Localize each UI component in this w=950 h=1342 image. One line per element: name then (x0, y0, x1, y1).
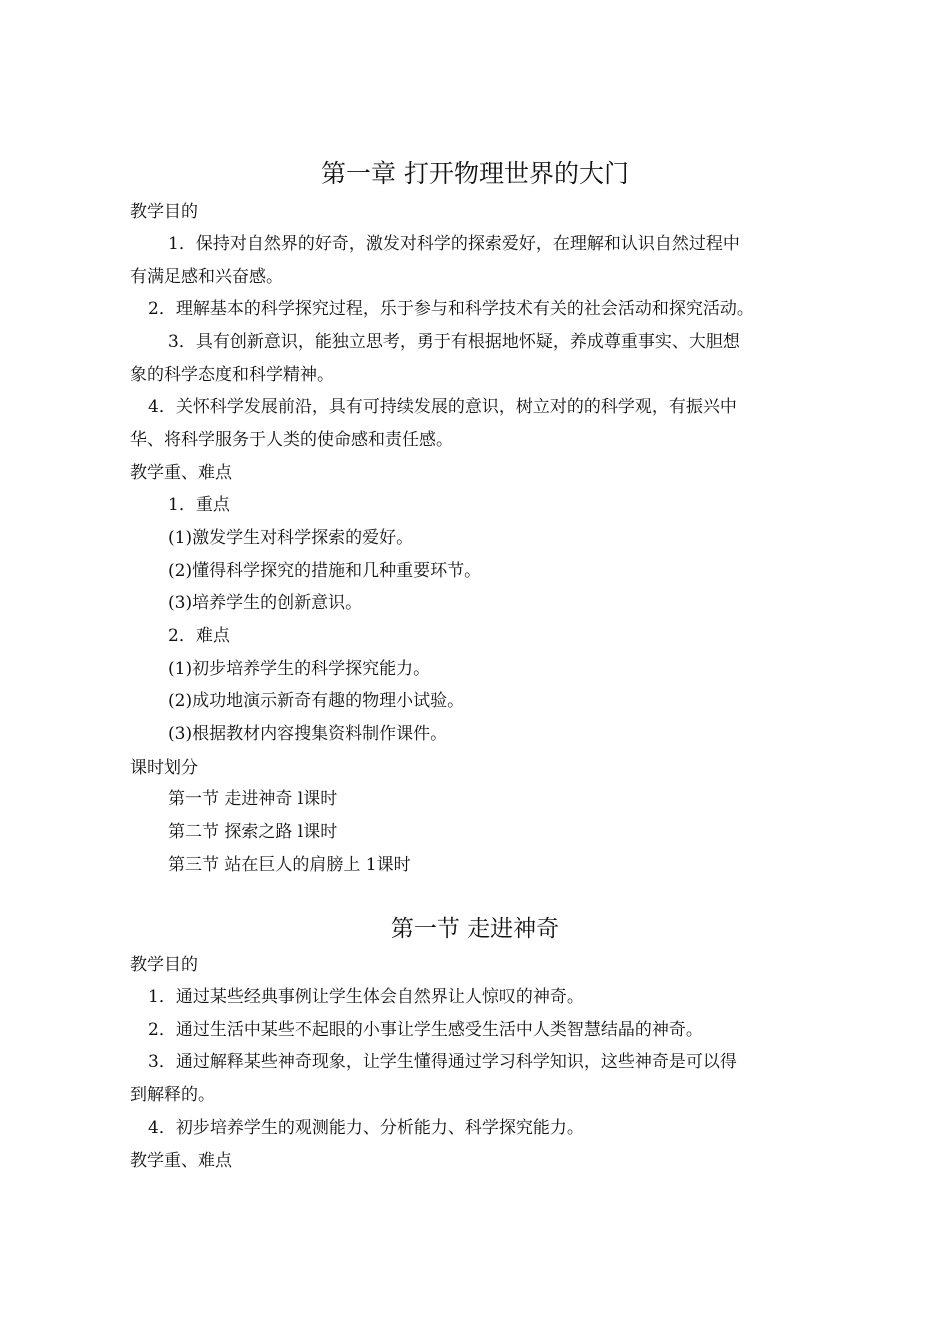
section-goal-2: 2．通过生活中某些不起眼的小事让学生感受生活中人类智慧结晶的神奇。 (148, 1020, 703, 1040)
key-point-2: (2)懂得科学探究的措施和几种重要环节。 (168, 561, 482, 581)
section-goal-3-line-2: 到解释的。 (130, 1085, 215, 1105)
difficult-point-1: (1)初步培养学生的科学探究能力。 (168, 659, 431, 679)
section-goal-1: 1．通过某些经典事例让学生体会自然界让人惊叹的神奇。 (148, 987, 584, 1007)
schedule-item-1: 第一节 走进神奇 l课时 (168, 789, 338, 809)
chapter-goals-heading: 教学目的 (130, 202, 198, 222)
difficult-point-3: (3)根据教材内容搜集资料制作课件。 (168, 724, 448, 744)
chapter-goal-1-line-1: 1．保持对自然界的好奇，激发对科学的探索爱好，在理解和认识自然过程中 (168, 234, 740, 254)
chapter-goal-4-line-1: 4．关怀科学发展前沿，具有可持续发展的意识，树立对的的科学观，有振兴中 (148, 397, 737, 417)
schedule-item-2: 第二节 探索之路 l课时 (168, 822, 338, 842)
chapter-goal-4-line-2: 华、将科学服务于人类的使命感和责任感。 (130, 430, 453, 450)
schedule-item-3: 第三节 站在巨人的肩膀上 1课时 (168, 855, 411, 875)
chapter-goal-2: 2．理解基本的科学探究过程，乐于参与和科学技术有关的社会活动和探究活动。 (148, 299, 754, 319)
chapter-goal-3-line-1: 3．具有创新意识，能独立思考，勇于有根据地怀疑，养成尊重事实、大胆想 (168, 332, 740, 352)
schedule-heading: 课时划分 (130, 758, 198, 778)
section-title: 第一节 走进神奇 (390, 916, 560, 942)
key-points-heading: 1．重点 (168, 495, 230, 515)
key-point-3: (3)培养学生的创新意识。 (168, 593, 363, 613)
key-point-1: (1)激发学生对科学探索的爱好。 (168, 528, 414, 548)
section-goal-3-line-1: 3．通过解释某些神奇现象，让学生懂得通过学习科学知识，这些神奇是可以得 (148, 1052, 737, 1072)
section-goal-4: 4．初步培养学生的观测能力、分析能力、科学探究能力。 (148, 1118, 584, 1138)
chapter-goal-3-line-2: 象的科学态度和科学精神。 (130, 365, 334, 385)
section-goals-heading: 教学目的 (130, 955, 198, 975)
chapter-title: 第一章 打开物理世界的大门 (321, 159, 629, 188)
section-focus-heading: 教学重、难点 (130, 1151, 232, 1171)
chapter-focus-heading: 教学重、难点 (130, 463, 232, 483)
chapter-goal-1-line-2: 有满足感和兴奋感。 (130, 267, 283, 287)
difficult-points-heading: 2．难点 (168, 626, 230, 646)
difficult-point-2: (2)成功地演示新奇有趣的物理小试验。 (168, 691, 465, 711)
